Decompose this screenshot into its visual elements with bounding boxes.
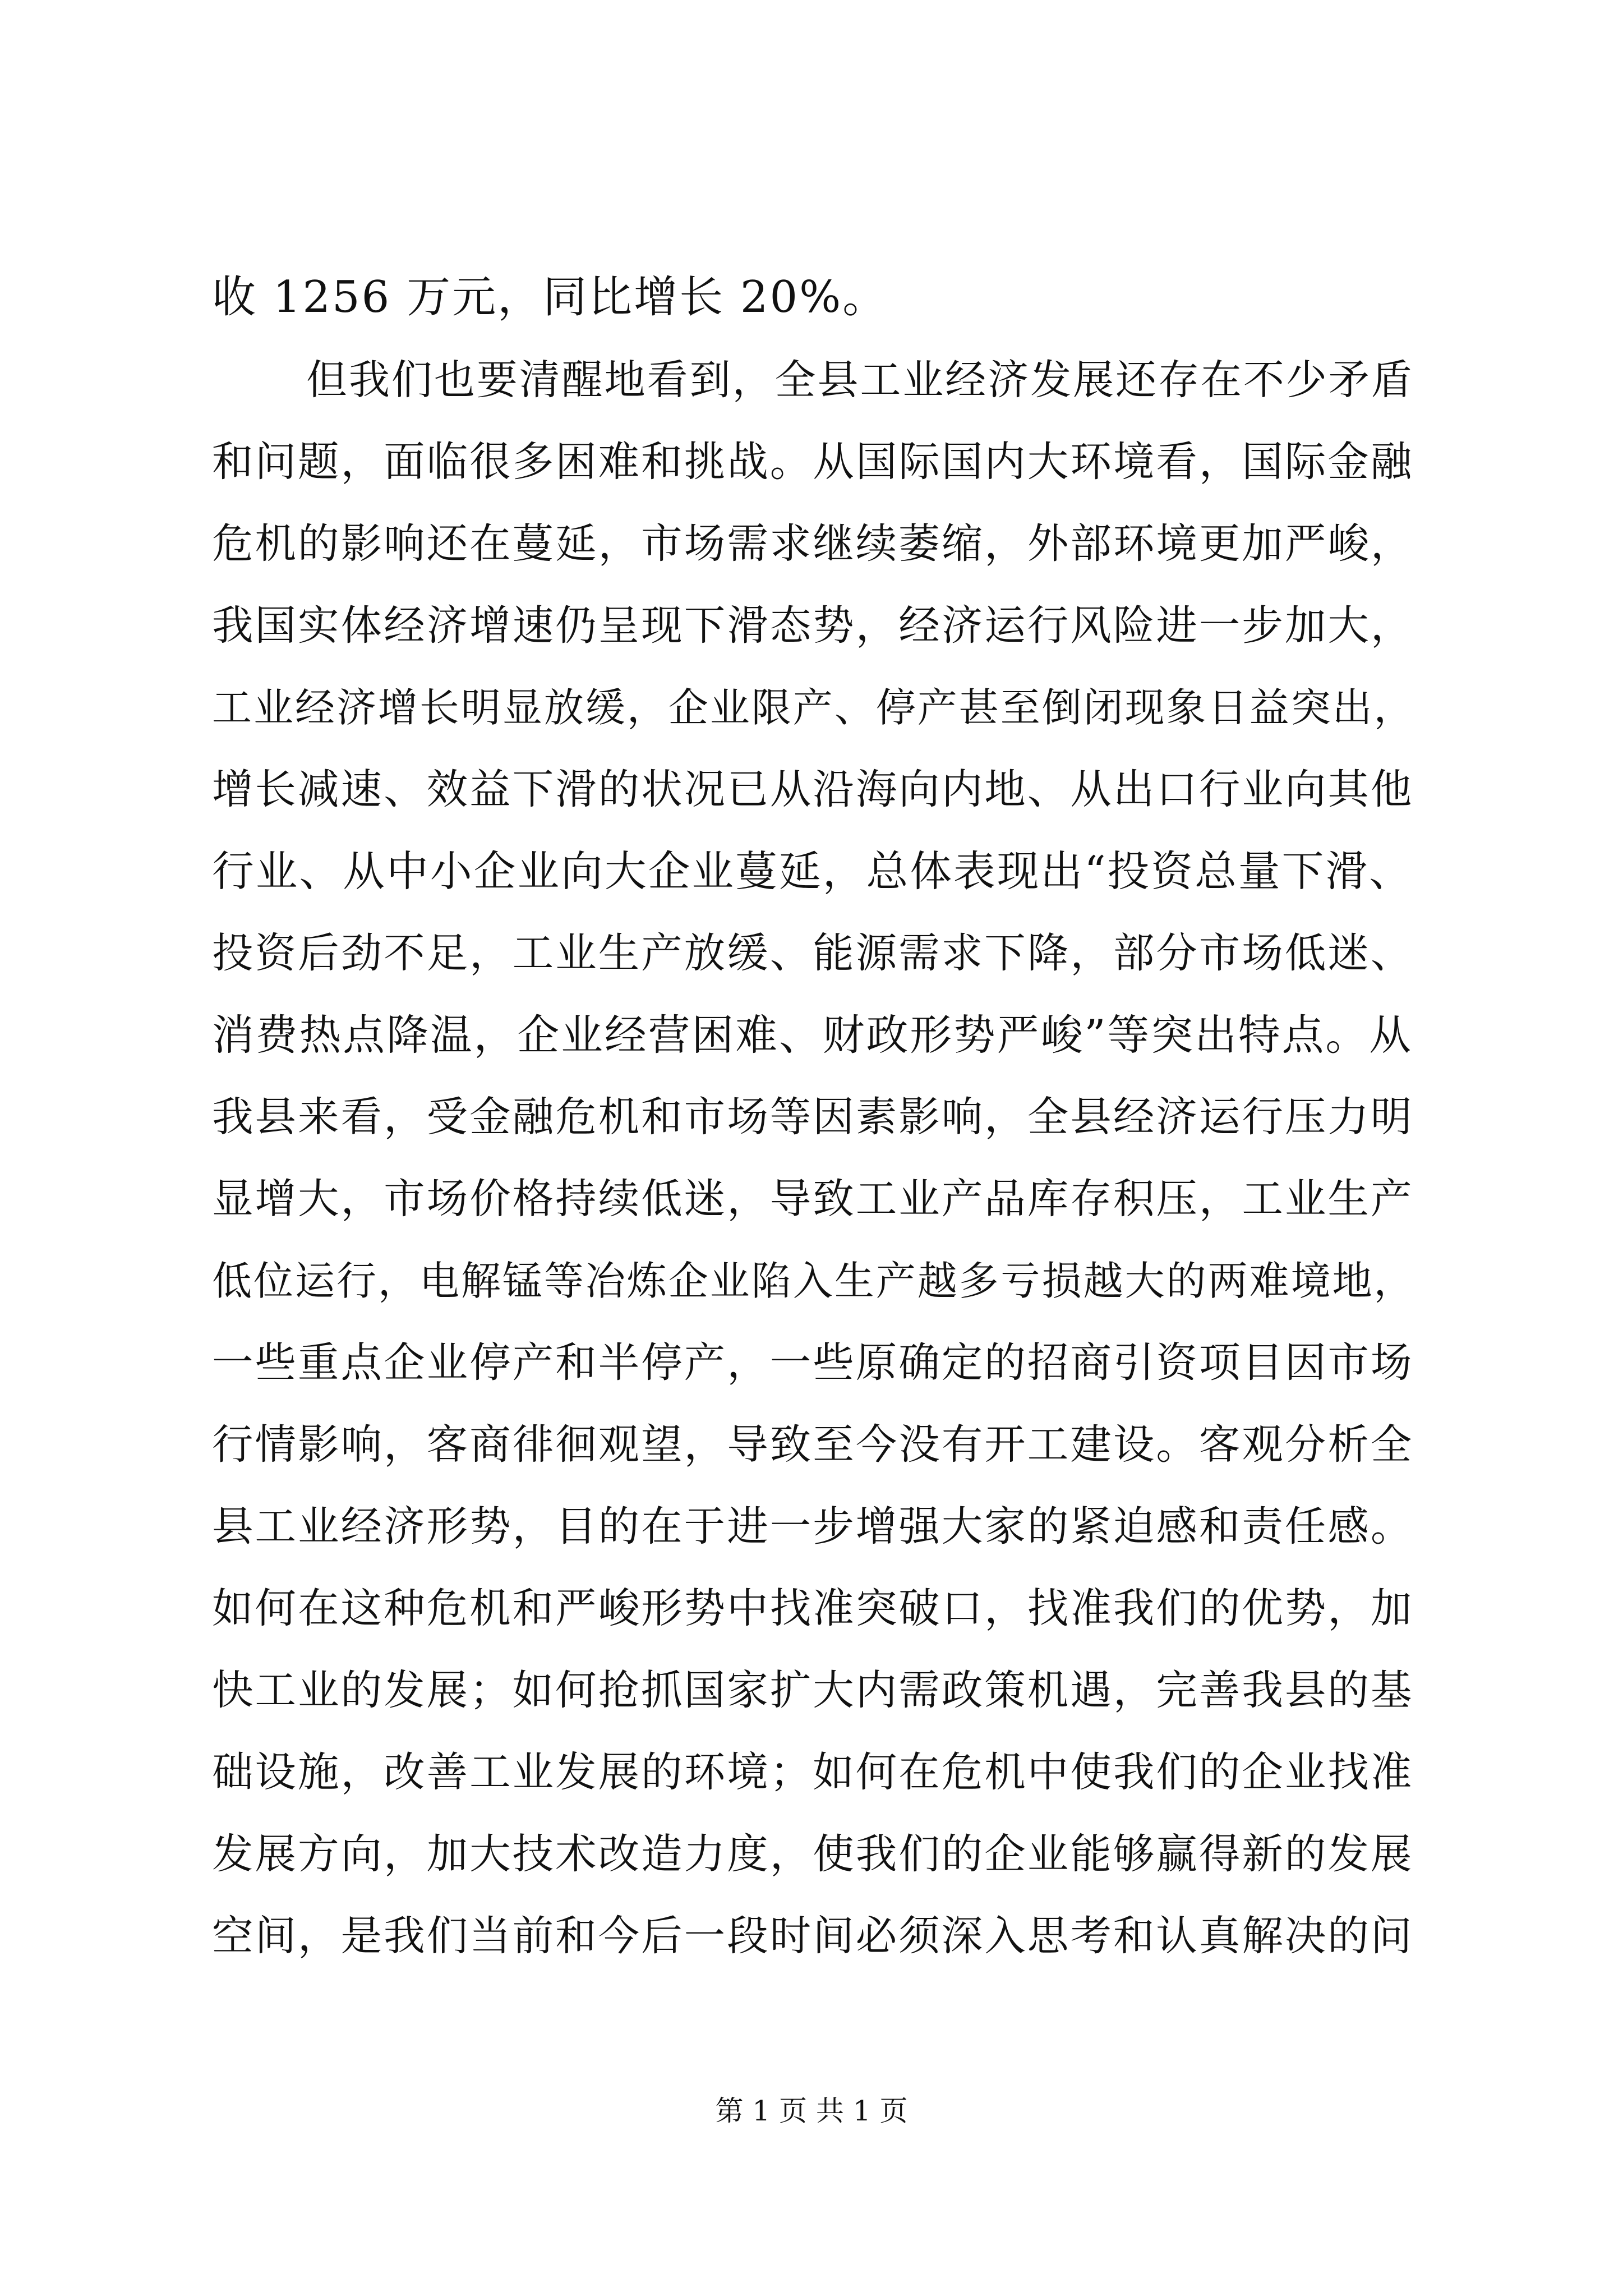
text-line: 行业、从中小企业向大企业蔓延，总体表现出“投资总量下滑、 — [212, 847, 1413, 896]
text-line: 收 1256 万元，同比增长 20%。 — [212, 272, 888, 323]
text-line: 显增大，市场价格持续低迷，导致工业产品库存积压，工业生产 — [212, 1175, 1414, 1223]
text-line: 如何在这种危机和严峻形势中找准突破口，找准我们的优势，加 — [212, 1585, 1414, 1632]
text-line: 危机的影响还在蔓延，市场需求继续萎缩，外部环境更加严峻， — [212, 520, 1414, 568]
text-line: 快工业的发展；如何抢抓国家扩大内需政策机遇，完善我县的基 — [212, 1667, 1414, 1714]
text-line: 空间，是我们当前和今后一段时间必须深入思考和认真解决的问 — [212, 1912, 1414, 1960]
text-line: 行情影响，客商徘徊观望，导致至今没有开工建设。客观分析全 — [212, 1421, 1414, 1469]
text-line: 投资后劲不足，工业生产放缓、能源需求下降，部分市场低迷、 — [212, 930, 1414, 977]
text-line: 工业经济增长明显放缓，企业限产、停产甚至倒闭现象日益突出， — [212, 684, 1415, 731]
text-line: 础设施，改善工业发展的环境；如何在危机中使我们的企业找准 — [212, 1749, 1414, 1796]
text-line: 低位运行，电解锰等冶炼企业陷入生产越多亏损越大的两难境地， — [212, 1258, 1415, 1304]
text-line: 消费热点降温，企业经营困难、财政形势严峻”等突出特点。从 — [212, 1011, 1413, 1060]
paragraph-first-line: 但我们也要清醒地看到，全县工业经济发展还存在不少矛盾 — [306, 356, 1414, 404]
text-line: 一些重点企业停产和半停产，一些原确定的招商引资项目因市场 — [212, 1339, 1414, 1387]
text-line: 县工业经济形势，目的在于进一步增强大家的紧迫感和责任感。 — [212, 1503, 1414, 1550]
text-line: 增长减速、效益下滑的状况已从沿海向内地、从出口行业向其他 — [212, 766, 1414, 813]
text-line: 我国实体经济增速仍呈现下滑态势，经济运行风险进一步加大， — [212, 602, 1414, 650]
page-number-footer: 第 1 页 共 1 页 — [715, 2095, 908, 2127]
text-line: 发展方向，加大技术改造力度，使我们的企业能够赢得新的发展 — [212, 1830, 1414, 1878]
text-line: 和问题，面临很多困难和挑战。从国际国内大环境看，国际金融 — [212, 438, 1414, 486]
text-line: 我县来看，受金融危机和市场等因素影响，全县经济运行压力明 — [212, 1093, 1414, 1141]
